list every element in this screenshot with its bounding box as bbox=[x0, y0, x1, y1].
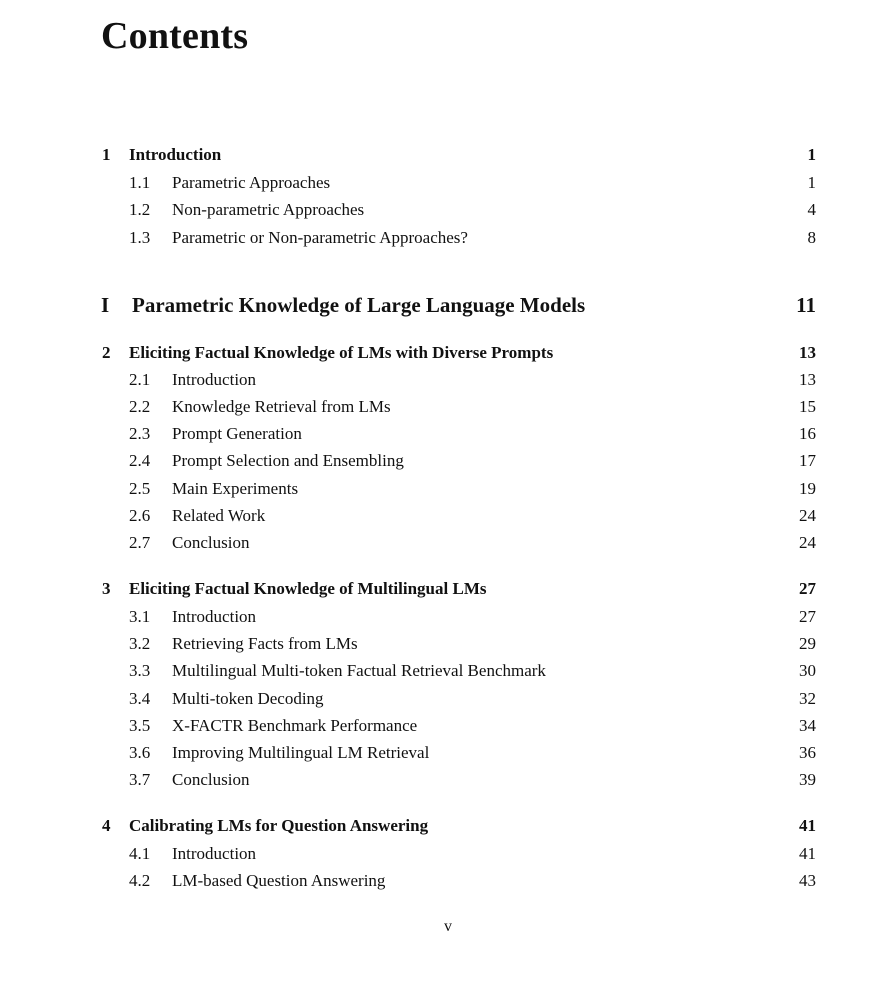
section-number: 1.3 bbox=[129, 228, 151, 247]
section-number: 2.7 bbox=[129, 533, 151, 552]
chapter-number: 2 bbox=[102, 343, 111, 362]
chapter-page: 13 bbox=[799, 343, 816, 362]
section-page: 39 bbox=[799, 770, 816, 789]
section-title: Retrieving Facts from LMs bbox=[172, 633, 364, 655]
page-title: Contents bbox=[101, 15, 249, 57]
section-page: 15 bbox=[799, 397, 816, 416]
section-number: 3.5 bbox=[129, 716, 151, 735]
section-page: 17 bbox=[799, 451, 816, 470]
toc-section[interactable] bbox=[0, 660, 896, 682]
section-number: 4.1 bbox=[129, 844, 151, 863]
section-title: Non-parametric Approaches bbox=[172, 199, 370, 221]
section-title: Conclusion bbox=[172, 532, 255, 554]
section-page: 4 bbox=[807, 200, 816, 219]
section-title: Parametric Approaches bbox=[172, 172, 336, 194]
part-page: 11 bbox=[796, 293, 816, 317]
section-page: 24 bbox=[799, 533, 816, 552]
section-page: 41 bbox=[799, 844, 816, 863]
chapter-page: 41 bbox=[799, 816, 816, 835]
chapter-page: 1 bbox=[807, 145, 816, 164]
section-number: 3.3 bbox=[129, 661, 151, 680]
toc-section[interactable] bbox=[0, 532, 896, 554]
toc-section[interactable] bbox=[0, 199, 896, 221]
section-number: 2.3 bbox=[129, 424, 151, 443]
section-title: Introduction bbox=[172, 369, 262, 391]
section-page: 43 bbox=[799, 871, 816, 890]
part-number: I bbox=[101, 293, 110, 317]
section-title: Prompt Generation bbox=[172, 423, 308, 445]
toc-section[interactable] bbox=[0, 369, 896, 391]
section-number: 3.6 bbox=[129, 743, 151, 762]
section-title: Parametric or Non-parametric Approaches? bbox=[172, 227, 474, 249]
toc-section[interactable] bbox=[0, 742, 896, 764]
toc-section[interactable] bbox=[0, 843, 896, 865]
toc-part-1[interactable] bbox=[0, 292, 896, 318]
section-number: 2.4 bbox=[129, 451, 151, 470]
chapter-page: 27 bbox=[799, 579, 816, 598]
section-page: 8 bbox=[807, 228, 816, 247]
section-number: 3.4 bbox=[129, 689, 151, 708]
toc-section[interactable] bbox=[0, 870, 896, 892]
section-page: 24 bbox=[799, 506, 816, 525]
section-page: 27 bbox=[799, 607, 816, 626]
section-page: 16 bbox=[799, 424, 816, 443]
toc-section[interactable] bbox=[0, 423, 896, 445]
toc-chapter-4[interactable] bbox=[0, 815, 896, 837]
chapter-title: Eliciting Factual Knowledge of LMs with Diverse Prompts bbox=[129, 343, 554, 362]
section-title: Related Work bbox=[172, 505, 271, 527]
section-number: 3.1 bbox=[129, 607, 151, 626]
section-number: 2.6 bbox=[129, 506, 151, 525]
section-title: Multi-token Decoding bbox=[172, 688, 330, 710]
toc-chapter-2[interactable] bbox=[0, 342, 896, 364]
toc-section[interactable] bbox=[0, 172, 896, 194]
page-number-footer: v bbox=[444, 918, 452, 935]
toc-chapter-3[interactable] bbox=[0, 578, 896, 600]
section-title: Introduction bbox=[172, 606, 262, 628]
chapter-number: 4 bbox=[102, 816, 111, 835]
toc-chapter-1[interactable] bbox=[0, 144, 896, 166]
section-number: 1.1 bbox=[129, 173, 151, 192]
section-page: 1 bbox=[807, 173, 816, 192]
section-title: LM-based Question Answering bbox=[172, 870, 391, 892]
section-number: 4.2 bbox=[129, 871, 151, 890]
section-number: 2.2 bbox=[129, 397, 151, 416]
chapter-number: 3 bbox=[102, 579, 111, 598]
section-title: Multilingual Multi-token Factual Retrieval Benchmark bbox=[172, 660, 552, 682]
section-title: X-FACTR Benchmark Performance bbox=[172, 715, 423, 737]
section-page: 13 bbox=[799, 370, 816, 389]
section-title: Prompt Selection and Ensembling bbox=[172, 450, 410, 472]
section-page: 36 bbox=[799, 743, 816, 762]
section-number: 1.2 bbox=[129, 200, 151, 219]
toc-section[interactable] bbox=[0, 478, 896, 500]
toc-section[interactable] bbox=[0, 450, 896, 472]
toc-section[interactable] bbox=[0, 227, 896, 249]
section-page: 29 bbox=[799, 634, 816, 653]
toc-section[interactable] bbox=[0, 633, 896, 655]
section-page: 19 bbox=[799, 479, 816, 498]
section-number: 2.5 bbox=[129, 479, 151, 498]
toc-section[interactable] bbox=[0, 688, 896, 710]
section-page: 30 bbox=[799, 661, 816, 680]
section-title: Conclusion bbox=[172, 769, 255, 791]
toc-section[interactable] bbox=[0, 715, 896, 737]
section-title: Main Experiments bbox=[172, 478, 304, 500]
section-title: Introduction bbox=[172, 843, 262, 865]
section-title: Knowledge Retrieval from LMs bbox=[172, 396, 397, 418]
toc-section[interactable] bbox=[0, 505, 896, 527]
section-page: 32 bbox=[799, 689, 816, 708]
section-page: 34 bbox=[799, 716, 816, 735]
toc-section[interactable] bbox=[0, 769, 896, 791]
section-number: 2.1 bbox=[129, 370, 151, 389]
section-number: 3.2 bbox=[129, 634, 151, 653]
toc-section[interactable] bbox=[0, 606, 896, 628]
part-title: Parametric Knowledge of Large Language Models bbox=[132, 293, 586, 317]
toc-section[interactable] bbox=[0, 396, 896, 418]
chapter-number: 1 bbox=[102, 145, 111, 164]
chapter-title: Eliciting Factual Knowledge of Multilingual LMs bbox=[129, 579, 487, 598]
chapter-title: Calibrating LMs for Question Answering bbox=[129, 816, 429, 835]
section-number: 3.7 bbox=[129, 770, 151, 789]
chapter-title: Introduction bbox=[129, 145, 222, 164]
section-title: Improving Multilingual LM Retrieval bbox=[172, 742, 435, 764]
